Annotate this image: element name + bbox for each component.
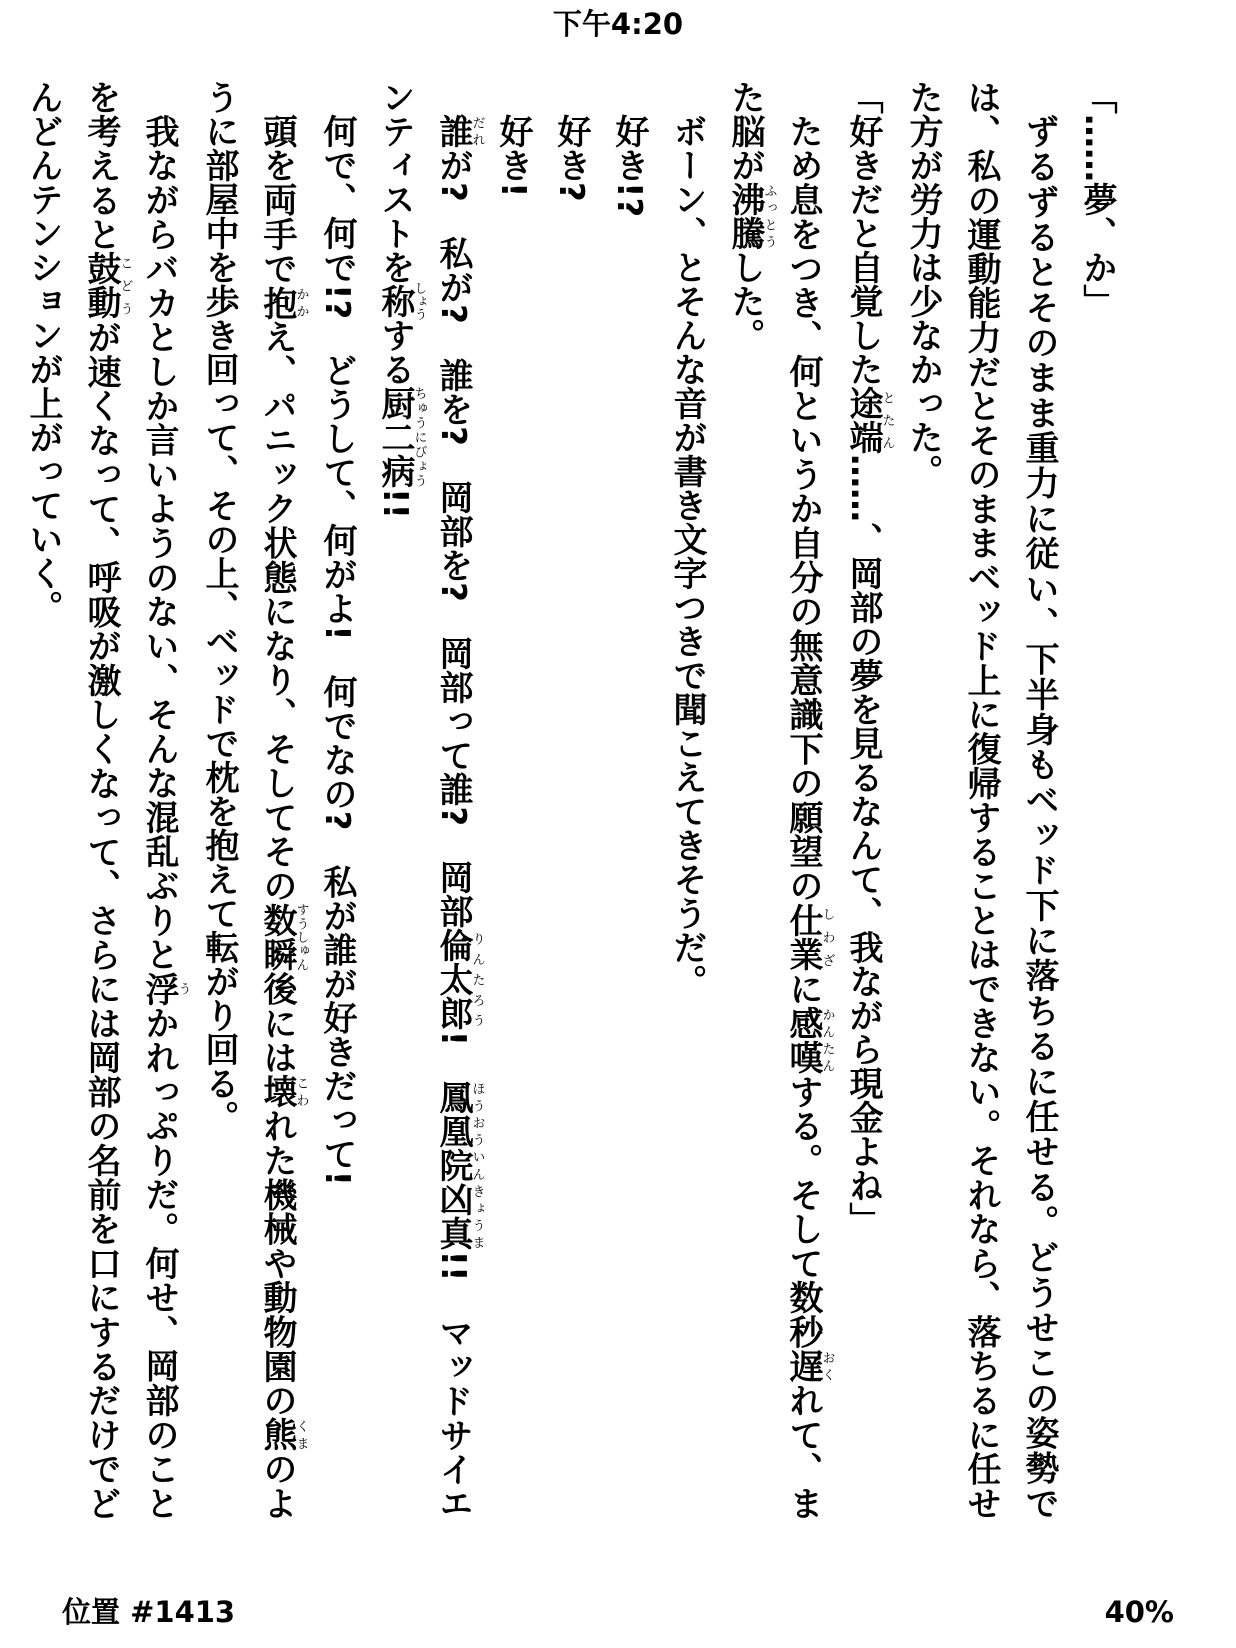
status-time: 下午4:20 — [552, 7, 684, 41]
furigana: こわ — [293, 1074, 309, 1109]
ruby-word: 抱かか — [257, 285, 309, 320]
reading-progress: 40% — [1104, 1595, 1174, 1629]
furigana: かんたん — [819, 1005, 835, 1075]
furigana: かか — [293, 285, 309, 320]
furigana: ふっとう — [761, 182, 777, 250]
furigana: こどう — [117, 251, 133, 320]
furigana: ちゅうにびょう — [411, 386, 427, 488]
text-line: 誰だれが? 私が? 誰を? 岡部を? 岡部って誰? 岡部倫太郎りんたろう! 鳳凰院ほうおういん凶真きょうま!! マッドサイエンティストを称しょうする厨二病ちゅうにびょう!! — [375, 80, 485, 1521]
furigana: ほうおういん — [469, 1080, 485, 1183]
ruby-word: 遅おく — [783, 1348, 835, 1384]
ruby-word: 鳳凰院ほうおういん — [433, 1080, 485, 1183]
ruby-word: 感嘆かんたん — [783, 1005, 835, 1075]
furigana: すうしゅん — [293, 902, 309, 972]
text-line: 好き? — [551, 114, 591, 202]
furigana: おく — [819, 1348, 835, 1383]
text-line: ボーン、とそんな音が書き文字つきで聞こえてきそうだ。 — [667, 114, 707, 998]
text-line: 我ながらバカとしか言いようのない、そんな混乱ぶりと浮うかれっぷりだ。何せ、岡部のことを考えると鼓動こどうが速くなって、呼吸が激しくなって、さらには岡部の名前を口にするだけでどんどんテンションが上がっていく。 — [23, 80, 191, 1521]
furigana: りんたろう — [469, 928, 485, 1031]
ruby-word: 途端とたん — [843, 386, 895, 454]
furigana: とたん — [879, 386, 895, 454]
furigana: きょうま — [469, 1182, 485, 1251]
ruby-word: 数瞬すうしゅん — [257, 902, 309, 972]
furigana: くま — [293, 1417, 309, 1452]
text-line: 好き!? — [609, 114, 649, 218]
text-line: ずるずるとそのまま重力に従い、下半身もベッド下に落ちるに任せる。どうせこの姿勢では、私の運動能力だとそのままベッド上に復帰することはできない。それなら、落ちるに任せた方が労力は少なかった。 — [903, 80, 1059, 1520]
furigana: だれ — [469, 114, 485, 149]
ruby-word: 鼓動こどう — [81, 251, 133, 321]
ruby-word: 厨二病ちゅうにびょう — [375, 386, 427, 488]
ruby-word: 壊こわ — [257, 1074, 309, 1109]
text-line: 「……夢、か」 — [1077, 80, 1117, 318]
text-line: 「好きだと自覚した途端とたん……、岡部の夢を見るなんて、我ながら現金よね」 — [843, 80, 895, 1236]
ruby-word: 凶真きょうま — [433, 1182, 485, 1251]
ruby-word: 倫太郎りんたろう — [433, 928, 485, 1031]
ruby-word: 浮う — [139, 971, 191, 1006]
book-page-text — [23, 80, 1126, 1521]
ruby-word: 熊くま — [257, 1417, 309, 1452]
furigana: しわざ — [819, 902, 835, 972]
furigana: う — [175, 971, 191, 1006]
text-line: 頭を両手で抱かかえ、パニック状態になり、そしてその数瞬すうしゅん後には壊こわれた機械や動物園の熊くまのように部屋中を歩き回って、その上、ベッドで枕を抱えて転がり回る。 — [199, 80, 309, 1521]
ruby-word: 仕業しわざ — [783, 902, 835, 972]
ruby-word: 誰だれ — [433, 114, 485, 149]
furigana: しょう — [411, 281, 427, 321]
text-line: 何で、何で!? どうして、何がよ! 何でなの? 私が誰が好きだって! — [317, 114, 357, 1186]
text-line: ため息をつき、何というか自分の無意識下の願望の仕業しわざに感嘆かんたんする。そして数秒遅おくれて、また脳が沸騰ふっとうした。 — [725, 80, 835, 1521]
ruby-word: 沸騰ふっとう — [725, 182, 777, 250]
text-line: 好き! — [493, 114, 533, 198]
reading-location: 位置 #1413 — [62, 1595, 236, 1629]
ruby-word: 称しょう — [375, 281, 427, 321]
